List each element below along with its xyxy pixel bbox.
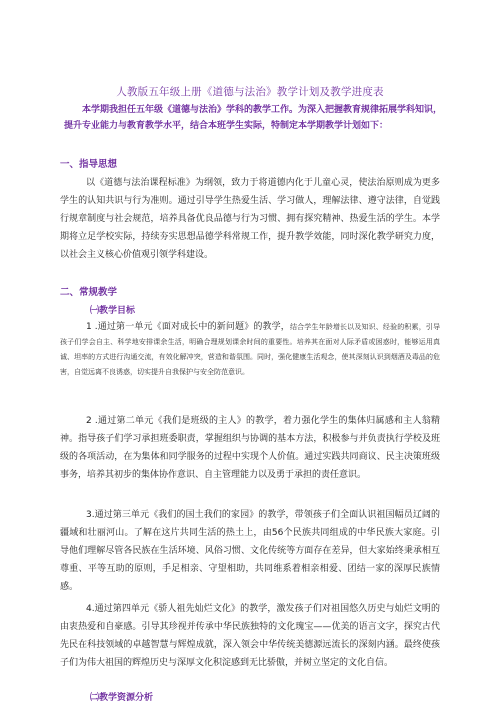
subheading-teaching-goals: ㈠教学目标 xyxy=(90,306,136,316)
goal-3-paragraph: 3.通过第三单元《我们的国土我们的家园》的教学，带领孩子们全面认识祖国幅员辽阔的疆域和壮丽河山。了解在这片共同生活的热土上，由56个民族共同组成的中华民族大家庭。引导他们理解尽管各民族在生活环境、风俗习惯、文化传统等方面存在差异，但大家始终秉承相互尊重、平等互助的原则，手足相亲、守望相助，共同维系着相亲相爱、团结一家的深厚民族情感。 xyxy=(60,510,440,592)
goal-1-lead: 1 .通过第一单元《面对成长中的新问题》的教学， xyxy=(86,322,290,332)
intro-paragraph: 本学期我担任五年级《道德与法治》学科的教学工作。为深入把握教育规律拓展学科知识，提升专业能力与教育教学水平，结合本班学生实际，特制定本学期教学计划如下： xyxy=(64,105,443,131)
subheading-teaching-resources: ㈡教学资源分析 xyxy=(90,693,154,703)
section-heading-guiding-ideology: 一、指导思想 xyxy=(60,159,118,170)
goal-1-paragraph xyxy=(60,320,440,380)
document-title: 人教版五年级上册《道德与法治》教学计划及教学进度表 xyxy=(116,86,384,98)
guiding-ideology-paragraph: 以《道德与法治课程标准》为纲领，致力于将道德内化于儿童心灵，使法治原则成为更多学生的认知共识与行为准则。通过引导学生热爱生活、学习做人，理解法律、遵守法律，自觉践行规章制度与社会规范，培养具备优良品德与行为习惯、拥有探究精神、热爱生活的学生。本学期将立足学校实际，持续夯实思想品德学科常规工作，提升教学效能，同时深化教学研究力度，以社会主义核心价值观引领学科建设。 xyxy=(60,178,440,260)
section-heading-regular-teaching: 二、常规教学 xyxy=(60,287,118,298)
goal-2-paragraph: 2 .通过第二单元《我们是班级的主人》的教学，着力强化学生的集体归属感和主人翁精神。指导孩子们学习承担班委职责，掌握组织与协调的基本方法，积极参与并负责执行学校及班级的各项活动，在为集体和同学服务的过程中实现个人价值。通过实践共同商议、民主决策班级事务，培养其初步的集体协作意识、自主管理能力以及勇于承担的责任意识。 xyxy=(60,416,440,480)
goal-4-paragraph: 4.通过第四单元《骄人祖先灿烂文化》的教学，激发孩子们对祖国悠久历史与灿烂文明的由衷热爱和自豪感。引导其珍视并传承中华民族独特的文化瑰宝——优美的语言文字，探究古代先民在科技领域的卓越智慧与辉煌成就，深入领会中华传统美德源远流长的深刻内涵。最终使孩子们为伟大祖国的辉煌历史与深厚文化积淀感到无比骄傲，并树立坚定的文化自信。 xyxy=(60,604,440,668)
goal-1-detail: 结合学生年龄增长以及知识、经验的积累，引导孩子们学会自主、科学地安排课余生活，明确合理规划课余时间的重要性。培养其在面对人际矛盾或困惑时，能够运用真诚、坦率的方式进行沟通交流，有效化解冲突，营造和谐氛围。同时，强化健康生活观念，使其深刻认识到烟酒及毒品的危害，自觉远离不良诱惑，切实提升自我保护与安全防范意识。 xyxy=(60,323,440,376)
